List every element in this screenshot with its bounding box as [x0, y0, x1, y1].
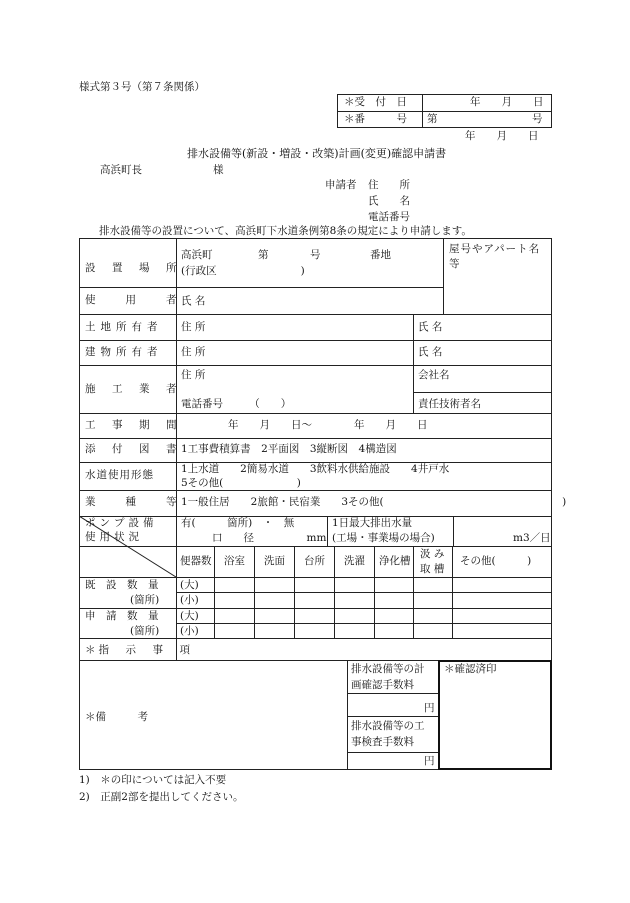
- contractor-company-label: 会社名: [418, 369, 450, 381]
- pump-diameter: 口 径 mm: [212, 532, 327, 544]
- building-owner-address-label: 住 所: [181, 346, 206, 358]
- document-title: 排水設備等(新設・増設・改築)計画(変更)確認申請書: [187, 147, 447, 160]
- existing-small: (小): [180, 594, 199, 606]
- building-name-label: 屋号やアパート名等: [449, 243, 541, 270]
- number-label: ＊番 号: [344, 113, 407, 125]
- intro-text: 排水設備等の設置について、高浜町下水道条例第8条の規定により申請します。: [99, 225, 472, 237]
- remarks-label: ＊備 考: [85, 711, 148, 723]
- pump-label-line1: ポンプ設備: [85, 517, 158, 529]
- fixture-header-kumitori-1: 汲 み: [420, 548, 445, 560]
- building-owner-label: 建物所有者: [85, 346, 163, 358]
- attachments-label: 添 付 図 書: [85, 443, 180, 455]
- inspection-fee-label-2: 事検査手数料: [351, 736, 414, 748]
- plan-fee-yen: 円: [424, 702, 435, 714]
- user-name-label: 氏 名: [181, 295, 206, 307]
- applied-large: (大): [180, 610, 199, 622]
- location-town: 高浜町: [181, 249, 213, 261]
- contractor-phone-label: 電話番号 （ ）: [181, 398, 292, 410]
- water-usage-line1: 1上水道 2簡易水道 3飲料水供給施設 4井戸水: [181, 463, 450, 475]
- location-banchi: 番地: [370, 249, 391, 261]
- applicant-label: 申請者: [325, 179, 357, 191]
- attachments-value: 1工事費積算書 2平面図 3縦断図 4構造図: [181, 443, 397, 455]
- pump-label-line2: 使用状況: [85, 531, 143, 543]
- approval-stamp-box: [438, 660, 552, 770]
- applicant-address-label: 住 所: [368, 179, 410, 191]
- max-discharge-sub: (工場・事業場の場合): [332, 532, 435, 544]
- plan-fee-label-2: 画確認手数料: [351, 679, 414, 691]
- honorific: 様: [213, 164, 224, 176]
- period-value: 年 月 日〜 年 月 日: [228, 419, 428, 431]
- submit-date: 年 月 日: [465, 130, 539, 142]
- water-usage-label: 水道使用形態: [85, 469, 154, 481]
- land-owner-label: 土地所有者: [85, 321, 163, 333]
- max-discharge-label: 1日最大排出水量: [332, 517, 413, 529]
- responsible-engineer-label: 責任技術者名: [418, 398, 481, 410]
- accept-date-value: 年 月 日: [470, 96, 544, 108]
- existing-large: (大): [180, 579, 199, 591]
- business-type-value: 1一般住居 2旅館・民宿業 3その他( ): [181, 496, 567, 508]
- plan-fee-label-1: 排水設備等の計: [351, 663, 425, 675]
- existing-count-unit: (箇所): [130, 594, 160, 606]
- fixture-header-washbasin: 洗面: [264, 555, 285, 567]
- period-label: 工 事 期 間: [85, 419, 180, 431]
- location-dai: 第: [258, 249, 269, 261]
- accept-date-label: ＊受 付 日: [344, 96, 407, 108]
- inspection-fee-yen: 円: [424, 755, 435, 767]
- discharge-unit: m3／日: [513, 532, 551, 544]
- water-usage-line2: 5その他( ): [181, 477, 301, 489]
- fixture-header-kumitori-2: 取 槽: [420, 563, 445, 575]
- pump-have-value: 有( 箇所) ・ 無: [181, 517, 295, 529]
- fixture-header-septic: 浄化槽: [379, 555, 411, 567]
- building-owner-name-label: 氏 名: [418, 346, 443, 358]
- land-owner-address-label: 住 所: [181, 321, 206, 333]
- approval-stamp-label: ＊確認済印: [444, 663, 497, 675]
- addressee: 高浜町長: [100, 164, 142, 176]
- contractor-address-label: 住 所: [181, 369, 206, 381]
- fixture-header-bath: 浴室: [224, 555, 245, 567]
- note-2: 2) 正副2部を提出してください。: [79, 791, 244, 803]
- location-label: 設 置 場 所: [85, 262, 180, 274]
- applicant-name-label: 氏 名: [368, 195, 410, 207]
- contractor-label: 施 工 業 者: [85, 383, 180, 395]
- note-1: 1) ＊の印については記入不要: [79, 774, 227, 786]
- applied-small: (小): [180, 625, 199, 637]
- applied-count-unit: (箇所): [130, 625, 160, 637]
- applicant-phone-label: 電話番号: [368, 211, 410, 223]
- fixture-header-kitchen: 台所: [304, 555, 325, 567]
- business-type-label: 業 種 等: [85, 496, 180, 508]
- number-value: 第 号: [427, 113, 543, 125]
- instructions-label: ＊指 示 事 項: [85, 644, 193, 656]
- fixture-header-other: その他( ): [460, 555, 532, 567]
- fixture-header-toilets: 便器数: [180, 555, 212, 567]
- land-owner-name-label: 氏 名: [418, 321, 443, 333]
- fixture-header-laundry: 洗濯: [344, 555, 365, 567]
- applied-count-label: 申 請 数 量: [85, 610, 159, 622]
- location-district: (行政区 ): [181, 265, 305, 277]
- form-number: 様式第３号（第７条関係）: [79, 81, 205, 93]
- location-go: 号: [310, 249, 321, 261]
- existing-count-label: 既 設 数 量: [85, 579, 159, 591]
- user-label: 使 用 者: [85, 294, 180, 306]
- inspection-fee-label-1: 排水設備等の工: [351, 720, 425, 732]
